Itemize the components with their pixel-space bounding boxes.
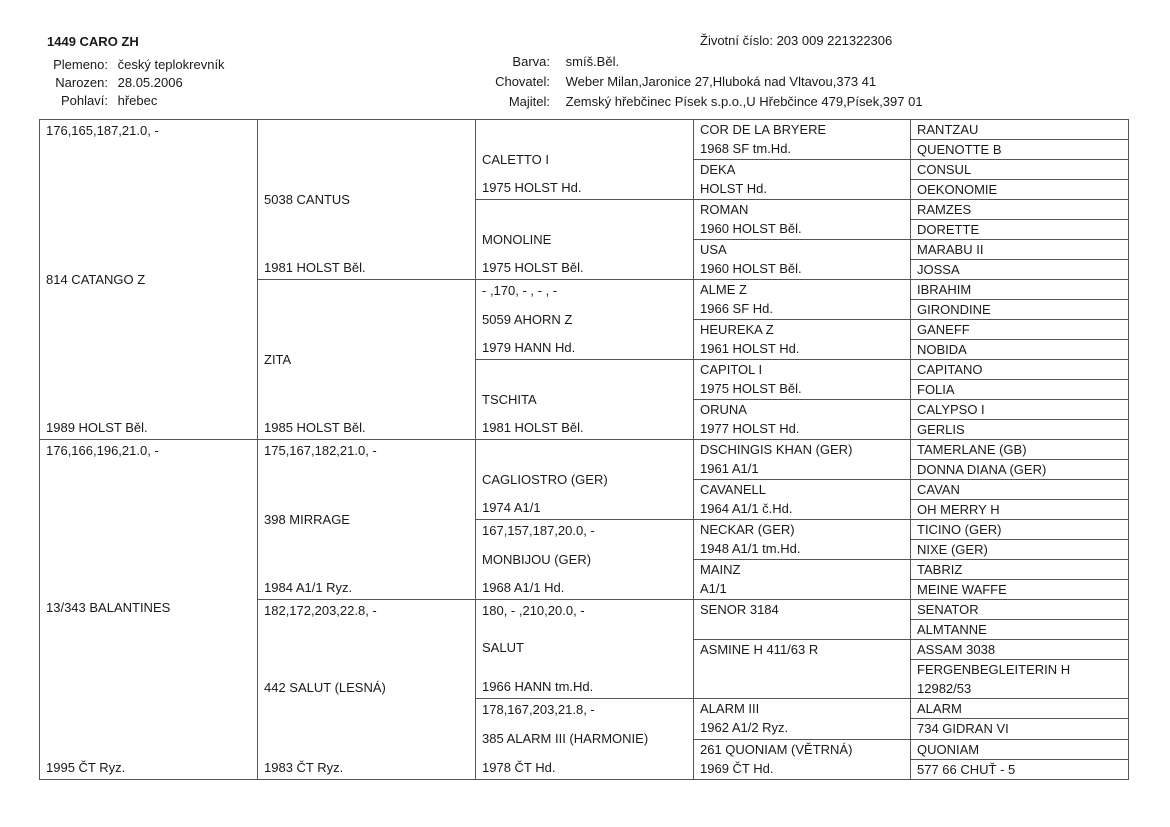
ancestor-name: CAVAN (917, 482, 960, 498)
ancestor-name: USA (700, 242, 727, 258)
gen5-ancestor-cell (911, 540, 1129, 560)
color-row (470, 53, 619, 71)
ancestor-name: ALMTANNE (917, 622, 987, 638)
ancestor-name: 734 GIDRAN VI (917, 721, 1009, 737)
ancestor-name: HEUREKA Z (700, 322, 774, 338)
ancestor-name: RAMZES (917, 202, 972, 218)
gen5-ancestor-cell (911, 620, 1129, 640)
life-number: Životní číslo: 203 009 221322306 (700, 33, 893, 48)
ancestor-measures: 178,167,203,21.8, - (482, 702, 595, 718)
gen5-ancestor-cell (911, 400, 1129, 420)
ancestor-name: RANTZAU (917, 122, 979, 137)
ancestor-info: 1981 HOLST Běl. (482, 420, 584, 436)
ancestor-measures: 180, - ,210,20.0, - (482, 603, 585, 619)
ancestor-info: 1966 HANN tm.Hd. (482, 679, 594, 695)
pedigree-row (40, 120, 1129, 140)
ancestor-name: FOLIA (917, 382, 955, 398)
sire-dam-cell (40, 440, 258, 780)
ancestor-measures: 175,167,182,21.0, - (264, 443, 377, 459)
great-grandparent-cell (476, 520, 694, 600)
ancestor-info: 1975 HOLST Běl. (482, 260, 584, 276)
gen5-ancestor-cell (911, 320, 1129, 340)
ancestor-name: CONSUL (917, 162, 972, 178)
ancestor-name: 814 CATANGO Z (46, 272, 146, 287)
gen5-ancestor-cell (911, 699, 1129, 719)
ancestor-measures: 176,165,187,21.0, - (46, 123, 159, 138)
gen5-ancestor-cell (911, 520, 1129, 540)
ancestor-name: DEKA (700, 162, 736, 178)
sex-row (40, 92, 157, 110)
ancestor-name: TABRIZ (917, 562, 963, 578)
ancestor-name: OEKONOMIE (917, 182, 998, 198)
gen5-ancestor-cell (911, 660, 1129, 699)
ancestor-name: ASSAM 3038 (917, 642, 996, 658)
ancestor-name: SALUT (482, 640, 524, 656)
gen5-ancestor-cell (911, 560, 1129, 580)
pedigree-table (39, 119, 1129, 780)
ancestor-info: 1979 HANN Hd. (482, 340, 576, 356)
sex-label: Pohlaví: (61, 93, 108, 108)
grandparent-cell (258, 440, 476, 600)
ancestor-info: 1975 HOLST Běl. (700, 381, 802, 397)
ancestor-name: CALYPSO I (917, 402, 985, 418)
ancestor-info: HOLST Hd. (700, 181, 767, 197)
grandparent-cell (258, 120, 476, 280)
ancestor-name: DSCHINGIS KHAN (GER) (700, 442, 853, 458)
gen5-ancestor-cell (911, 500, 1129, 520)
gen4-ancestor-cell (694, 280, 911, 320)
gen5-ancestor-cell (911, 300, 1129, 320)
ancestor-name: JOSSA (917, 262, 960, 278)
gen4-ancestor-cell (694, 160, 911, 200)
great-grandparent-cell (476, 200, 694, 280)
ancestor-name: DORETTE (917, 222, 980, 238)
gen5-ancestor-cell (911, 200, 1129, 220)
ancestor-name: QUENOTTE B (917, 142, 1002, 158)
pedigree-row (40, 440, 1129, 460)
sex-value: hřebec (117, 93, 158, 108)
grandparent-cell (258, 280, 476, 440)
ancestor-name: NECKAR (GER) (700, 522, 795, 538)
gen4-ancestor-cell (694, 600, 911, 640)
ancestor-name: TICINO (GER) (917, 522, 1002, 538)
gen5-ancestor-cell (911, 600, 1129, 620)
gen5-ancestor-cell (911, 260, 1129, 280)
ancestor-name: 261 QUONIAM (VĚTRNÁ) (700, 741, 853, 757)
color-value: smíš.Běl. (565, 54, 620, 69)
gen4-ancestor-cell (694, 699, 911, 739)
ancestor-info: 1989 HOLST Běl. (46, 420, 148, 436)
gen5-ancestor-cell (911, 719, 1129, 739)
ancestor-info: 1968 SF tm.Hd. (700, 141, 792, 156)
gen5-ancestor-cell (911, 759, 1129, 779)
gen4-ancestor-cell (694, 739, 911, 780)
ancestor-info: 1968 A1/1 Hd. (482, 580, 565, 596)
ancestor-info: 1969 ČT Hd. (700, 760, 774, 776)
ancestor-name: ASMINE H 411/63 R (700, 642, 819, 658)
ancestor-name: 442 SALUT (LESNÁ) (264, 680, 386, 696)
ancestor-info: 1960 HOLST Běl. (700, 261, 802, 277)
gen4-ancestor-cell (694, 240, 911, 280)
gen5-ancestor-cell (911, 739, 1129, 759)
ancestor-info: 1977 HOLST Hd. (700, 421, 800, 437)
ancestor-info: 1978 ČT Hd. (482, 760, 556, 775)
born-value: 28.05.2006 (117, 75, 183, 90)
ancestor-name: ROMAN (700, 202, 749, 218)
gen5-ancestor-cell (911, 220, 1129, 240)
ancestor-info: 1981 HOLST Běl. (264, 260, 366, 276)
ancestor-info: 1995 ČT Ryz. (46, 760, 126, 775)
gen5-ancestor-cell (911, 180, 1129, 200)
ancestor-name: GIRONDINE (917, 302, 991, 318)
ancestor-measures: 182,172,203,22.8, - (264, 603, 377, 619)
ancestor-name: ALARM III (700, 701, 760, 717)
ancestor-name: 5059 AHORN Z (482, 312, 573, 328)
gen5-ancestor-cell (911, 460, 1129, 480)
ancestor-info: 1974 A1/1 (482, 500, 541, 516)
ancestor-name: IBRAHIM (917, 282, 972, 298)
grandparent-cell (258, 600, 476, 780)
ancestor-info: 1966 SF Hd. (700, 301, 773, 317)
ancestor-name: OH MERRY H (917, 502, 1000, 518)
gen5-ancestor-cell (911, 240, 1129, 260)
ancestor-name: COR DE LA BRYERE (700, 122, 827, 137)
gen5-ancestor-cell (911, 120, 1129, 140)
ancestor-info: 1961 A1/1 (700, 461, 759, 477)
gen5-ancestor-cell (911, 420, 1129, 440)
ancestor-name: CAPITANO (917, 362, 983, 378)
gen4-ancestor-cell (694, 440, 911, 480)
ancestor-name: TAMERLANE (GB) (917, 442, 1027, 458)
ancestor-name: MARABU II (917, 242, 984, 258)
ancestor-name: ZITA (264, 352, 292, 368)
breed-row (40, 56, 225, 74)
ancestor-name: NIXE (GER) (917, 542, 988, 558)
born-row (40, 74, 183, 92)
gen5-ancestor-cell (911, 380, 1129, 400)
born-label: Narozen: (55, 75, 108, 90)
gen5-ancestor-cell (911, 140, 1129, 160)
ancestor-name: CAGLIOSTRO (GER) (482, 472, 608, 488)
gen5-ancestor-cell (911, 480, 1129, 500)
ancestor-info: 1948 A1/1 tm.Hd. (700, 541, 801, 557)
ancestor-name: MEINE WAFFE (917, 582, 1007, 598)
gen4-ancestor-cell (694, 640, 911, 699)
gen5-ancestor-cell (911, 280, 1129, 300)
ancestor-name: MONOLINE (482, 232, 552, 248)
breeder-label: Chovatel: (495, 74, 550, 89)
ancestor-name: 5038 CANTUS (264, 192, 350, 207)
ancestor-name: FERGENBEGLEITERIN H 12982/53 (917, 662, 1071, 697)
breed-label: Plemeno: (53, 57, 108, 72)
ancestor-name: GANEFF (917, 322, 970, 338)
ancestor-name: TSCHITA (482, 392, 537, 408)
gen5-ancestor-cell (911, 360, 1129, 380)
great-grandparent-cell (476, 360, 694, 440)
ancestor-name: 385 ALARM III (HARMONIE) (482, 731, 649, 747)
ancestor-info: 1985 HOLST Běl. (264, 420, 366, 436)
ancestor-name: 13/343 BALANTINES (46, 600, 171, 616)
gen5-ancestor-cell (911, 580, 1129, 600)
gen5-ancestor-cell (911, 340, 1129, 360)
ancestor-name: ORUNA (700, 402, 747, 418)
gen4-ancestor-cell (694, 200, 911, 240)
horse-title: 1449 CARO ZH (47, 34, 139, 49)
great-grandparent-cell (476, 440, 694, 520)
ancestor-info: 1960 HOLST Běl. (700, 221, 802, 237)
ancestor-name: 577 66 CHUŤ - 5 (917, 761, 1016, 777)
breed-value: český teplokrevník (117, 57, 225, 72)
ancestor-info: 1962 A1/2 Ryz. (700, 720, 789, 736)
ancestor-measures: 167,157,187,20.0, - (482, 523, 595, 539)
breeder-row (470, 73, 876, 91)
gen4-ancestor-cell (694, 320, 911, 360)
gen4-ancestor-cell (694, 520, 911, 560)
ancestor-info: 1983 ČT Ryz. (264, 760, 344, 775)
ancestor-measures: - ,170, - , - , - (482, 283, 558, 299)
gen4-ancestor-cell (694, 120, 911, 160)
ancestor-info: A1/1 (700, 581, 727, 597)
breeder-value: Weber Milan,Jaronice 27,Hluboká nad Vltavou,373 41 (565, 74, 877, 89)
ancestor-name: QUONIAM (917, 741, 980, 757)
owner-row (470, 93, 923, 111)
sire-dam-cell (40, 120, 258, 440)
ancestor-name: ALARM (917, 701, 962, 717)
great-grandparent-cell (476, 600, 694, 699)
ancestor-name: DONNA DIANA (GER) (917, 462, 1047, 478)
ancestor-name: MAINZ (700, 562, 741, 578)
owner-label: Majitel: (508, 94, 550, 109)
ancestor-name: 398 MIRRAGE (264, 512, 350, 528)
gen4-ancestor-cell (694, 400, 911, 440)
ancestor-name: NOBIDA (917, 342, 967, 358)
great-grandparent-cell (476, 120, 694, 200)
owner-value: Zemský hřebčinec Písek s.p.o.,U Hřebčince 479,Písek,397 01 (565, 94, 923, 109)
ancestor-name: MONBIJOU (GER) (482, 552, 592, 568)
color-label: Barva: (512, 54, 550, 69)
ancestor-name: ALME Z (700, 282, 747, 298)
great-grandparent-cell (476, 699, 694, 780)
gen5-ancestor-cell (911, 440, 1129, 460)
ancestor-info: 1964 A1/1 č.Hd. (700, 501, 793, 517)
ancestor-name: GERLIS (917, 422, 965, 438)
ancestor-name: CAVANELL (700, 482, 766, 498)
gen5-ancestor-cell (911, 160, 1129, 180)
ancestor-measures: 176,166,196,21.0, - (46, 443, 159, 459)
ancestor-name: SENATOR (917, 602, 979, 618)
great-grandparent-cell (476, 280, 694, 360)
gen4-ancestor-cell (694, 560, 911, 600)
ancestor-name: SENOR 3184 (700, 602, 779, 618)
gen5-ancestor-cell (911, 640, 1129, 660)
gen4-ancestor-cell (694, 480, 911, 520)
ancestor-info: 1961 HOLST Hd. (700, 341, 800, 357)
ancestor-name: CAPITOL I (700, 362, 763, 378)
ancestor-info: 1975 HOLST Hd. (482, 180, 582, 196)
gen4-ancestor-cell (694, 360, 911, 400)
ancestor-info: 1984 A1/1 Ryz. (264, 580, 353, 596)
ancestor-name: CALETTO I (482, 152, 549, 167)
